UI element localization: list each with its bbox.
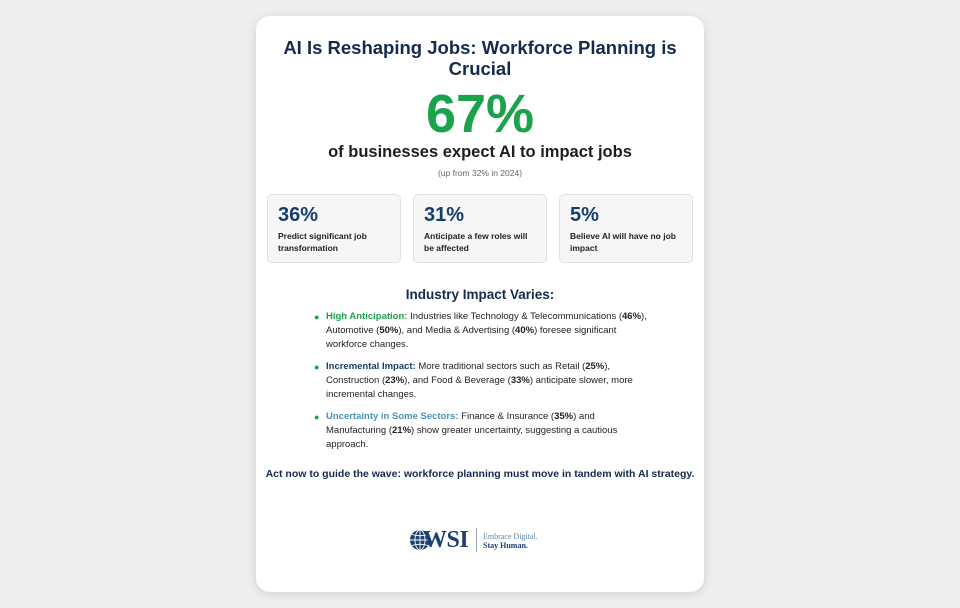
list-item-high-anticipation [314, 310, 654, 352]
stat-value: 5% [570, 204, 599, 226]
list-item-incremental-impact [314, 360, 654, 402]
item-number: 35% [554, 411, 574, 422]
industry-impact-list [314, 310, 654, 460]
item-number: 21% [392, 425, 412, 436]
stat-value: 31% [424, 204, 465, 226]
headline-percentage: 67% [425, 84, 535, 144]
item-text: ) show greater uncertainty, suggesting a cautious approach. [326, 425, 618, 450]
item-text: ), Automotive ( [326, 311, 647, 336]
item-number: 40% [515, 325, 535, 336]
item-number: 23% [385, 375, 405, 386]
item-number: 25% [585, 361, 605, 372]
infographic-card [256, 16, 704, 592]
item-text: ) foresee significant workforce changes. [326, 325, 617, 350]
item-lead: Incremental Impact: [326, 361, 416, 372]
list-item-uncertainty [314, 410, 654, 452]
stat-card-few-roles [413, 194, 547, 263]
item-text: ) anticipate slower, more incremental changes. [326, 375, 633, 400]
bullet-icon: ● [314, 412, 320, 422]
stat-card-transformation [267, 194, 401, 263]
logo-tagline-2: Stay Human. [483, 541, 528, 550]
industry-section-title: Industry Impact Varies: [405, 287, 555, 302]
logo-divider [476, 528, 477, 552]
item-number: 33% [510, 375, 530, 386]
item-lead: High Anticipation: [326, 311, 408, 322]
item-number: 46% [622, 311, 642, 322]
stat-label: Believe AI will have no job impact [570, 231, 676, 253]
item-number: 50% [379, 325, 399, 336]
stat-label: Predict significant job transformation [278, 231, 367, 253]
logo-wordmark: WSI [423, 527, 469, 553]
headline-subtitle: of businesses expect AI to impact jobs [328, 143, 632, 161]
item-text: Industries like Technology & Telecommunications ( [407, 311, 623, 322]
item-text: ), and Media & Advertising ( [398, 325, 516, 336]
wsi-logo [409, 526, 559, 554]
item-text: ), and Food & Beverage ( [404, 375, 511, 386]
stat-value: 36% [278, 204, 319, 226]
logo-tagline-1: Embrace Digital. [483, 532, 538, 541]
item-text: ), Construction ( [326, 361, 611, 386]
stat-card-no-impact [559, 194, 693, 263]
stat-label: Anticipate a few roles will be affected [424, 231, 528, 253]
item-text: More traditional sectors such as Retail ( [415, 361, 586, 372]
bullet-icon: ● [314, 312, 320, 322]
item-lead: Uncertainty in Some Sectors: [326, 411, 459, 422]
item-text: Finance & Insurance ( [458, 411, 555, 422]
call-to-action: Act now to guide the wave: workforce planning must move in tandem with AI strategy. [265, 468, 695, 480]
page-title: AI Is Reshaping Jobs: Workforce Planning is Crucial [283, 37, 677, 79]
headline-note: (up from 32% in 2024) [437, 168, 523, 178]
item-text: ) and Manufacturing ( [326, 411, 595, 436]
bullet-icon: ● [314, 362, 320, 372]
